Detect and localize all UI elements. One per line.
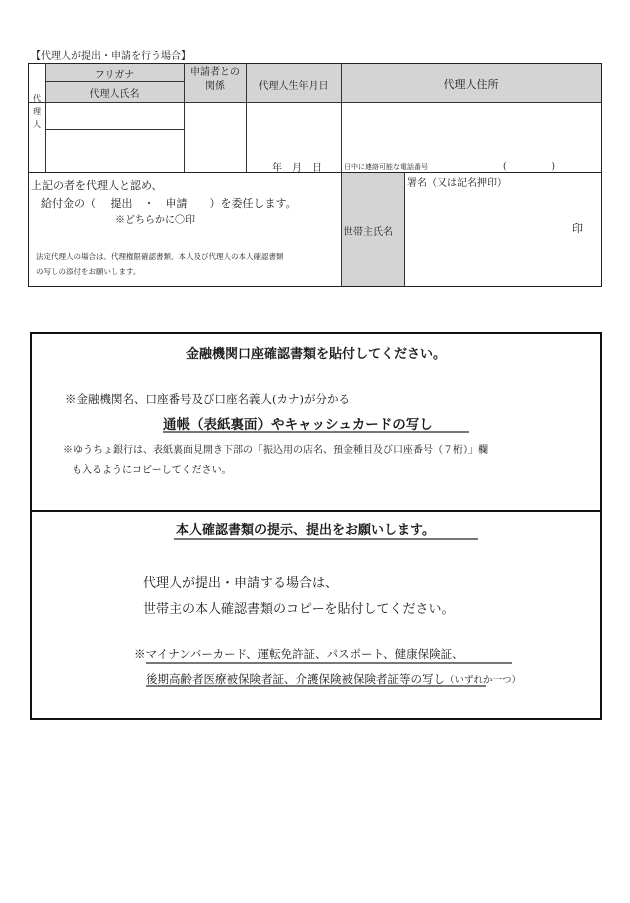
delegation-line2[interactable]: 給付金の（ 提出 ・ 申請 ）を委任します。 [41, 197, 297, 210]
agent-name-label: 代理人氏名 [89, 89, 140, 100]
delegation-note [36, 249, 284, 279]
bank-box-title: 金融機関口座確認書類を貼付してください。 [185, 347, 446, 362]
id-box-list-suffix: （いずれか一つ） [445, 675, 522, 686]
id-box-list-line2-underline [146, 685, 486, 687]
delegation-note-line2: の写しの添付をお願いします。 [36, 267, 141, 276]
bank-box-emphasis-underline [163, 431, 469, 433]
address-input[interactable] [342, 103, 601, 158]
bank-box-emphasis: 通帳（表紙裏面）やキャッシュカードの写し [163, 417, 433, 433]
id-box-line2: 世帯主の本人確認書類のコピーを貼付してください。 [143, 602, 455, 617]
furigana-label: フリガナ [94, 70, 135, 81]
id-box-list-line2-text: 後期高齢者医療被保険者証、介護保険被保険者証等の写し [146, 672, 445, 686]
bank-box-note-line2: も入るようにコピーしてください。 [72, 465, 232, 476]
bank-box-subtitle: ※金融機関名、口座番号及び口座名義人(カナ)が分かる [65, 392, 350, 406]
id-box-list-line1-underline [146, 662, 512, 664]
daytime-phone-label: 日中に連絡可能な電話番号 [344, 163, 428, 171]
bank-box-note-line1: ※ゆうちょ銀行は、表紙裏面見開き下部の「振込用の店名、預金種目及び口座番号（７桁）」欄 [63, 445, 488, 456]
signature-label: 署名（又は記名押印） [407, 178, 507, 189]
birthdate-input[interactable] [247, 103, 340, 158]
agent-name-input[interactable] [46, 130, 183, 172]
relation-label [184, 66, 246, 94]
phone-input[interactable]: ( ) [503, 162, 556, 172]
side-char-1: 代 [33, 94, 41, 103]
id-box-title: 本人確認書類の提示、提出をお願いします。 [176, 523, 435, 538]
side-char-2: 理 [33, 107, 41, 116]
side-label [31, 92, 43, 131]
delegation-note-line1: 法定代理人の場合は、代理権限確認書類、本人及び代理人の本人確認書類 [36, 252, 284, 261]
address-label: 代理人住所 [443, 78, 499, 91]
seal-label: 印 [572, 222, 583, 235]
relation-input[interactable] [185, 103, 245, 172]
side-char-3: 人 [33, 120, 41, 129]
delegation-line3: ※どちらかに〇印 [115, 215, 195, 226]
id-box-title-underline [174, 538, 478, 540]
furigana-input[interactable] [46, 103, 183, 128]
signature-input[interactable] [406, 190, 600, 285]
bank-box-note [63, 441, 488, 481]
relation-label-line2: 関係 [205, 81, 225, 92]
birthdate-label: 代理人生年月日 [258, 81, 329, 92]
household-head-label: 世帯主氏名 [343, 227, 393, 238]
delegation-line1: 上記の者を代理人と認め、 [31, 179, 163, 192]
date-units: 年 月 日 [272, 163, 322, 174]
id-box-list-line1: ※マイナンバーカード、運転免許証、パスポート、健康保険証、 [134, 647, 464, 661]
section-heading: 【代理人が提出・申請を行う場合】 [31, 51, 191, 62]
id-box-line1: 代理人が提出・申請する場合は、 [143, 576, 339, 591]
relation-label-line1: 申請者との [190, 67, 240, 78]
